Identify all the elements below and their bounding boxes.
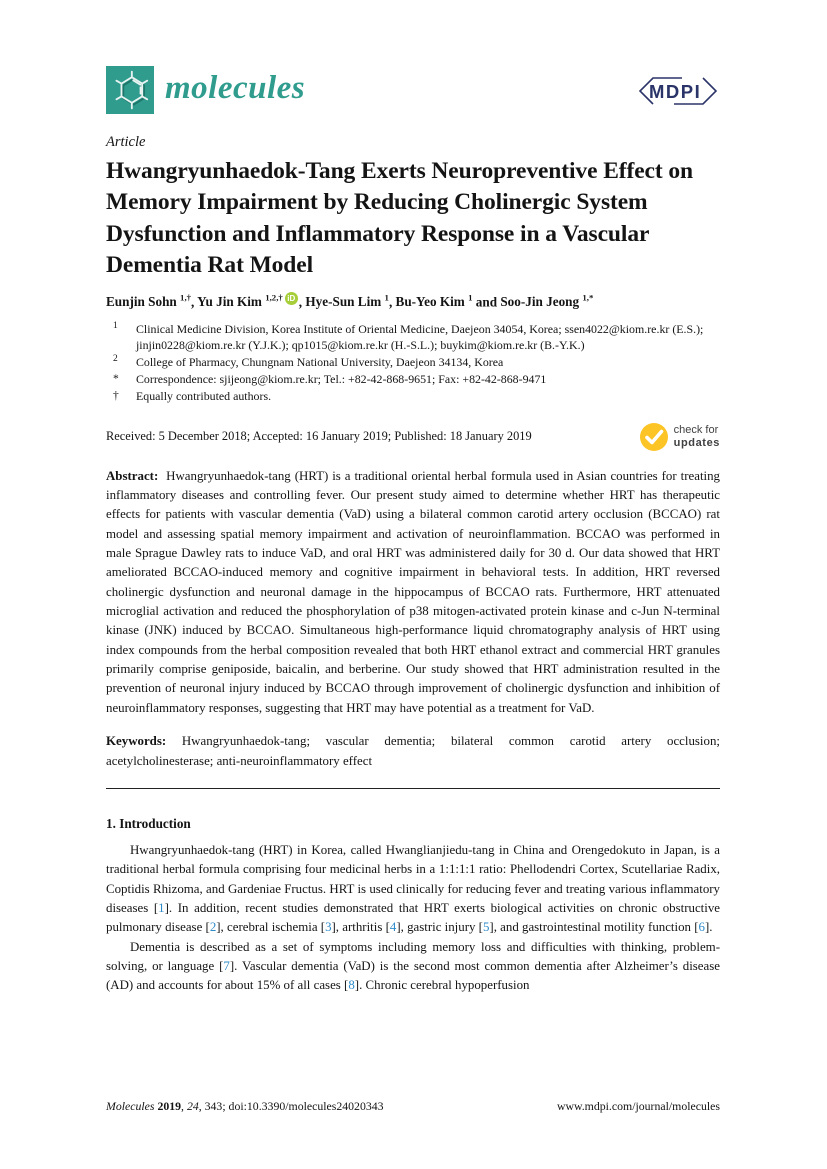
page-footer xyxy=(106,1099,720,1114)
citation-ref[interactable]: 3 xyxy=(325,920,332,935)
author-separator: , xyxy=(298,294,306,310)
page-content xyxy=(106,0,720,996)
correspondence-marker: * xyxy=(113,372,119,385)
footer-citation xyxy=(106,1099,384,1114)
check-icon xyxy=(639,422,669,452)
keywords xyxy=(106,732,720,771)
citation-ref[interactable]: 7 xyxy=(223,959,230,974)
badge-text xyxy=(674,424,720,449)
affiliations xyxy=(106,322,720,404)
affiliation-text: Clinical Medicine Division, Korea Institute of Oriental Medicine, Daejeon 34054, Korea; ssen4022@kiom.re.kr (E.S.); jinjin0228@kiom.re.kr (Y.J.K.); qp1015@kiom.re.kr (H.-S.L.); buykim@kiom.re.kr (B.-Y.K.) xyxy=(136,322,704,353)
citation-ref[interactable]: 6 xyxy=(698,920,705,935)
equal-contribution-text: Equally contributed authors. xyxy=(136,388,272,403)
affiliation-row xyxy=(106,355,720,371)
footer-sep: , xyxy=(181,1099,187,1113)
footer-url[interactable]: www.mdpi.com/journal/molecules xyxy=(556,1099,720,1113)
author: Eunjin Sohn $^{1,\dagger}$ xyxy=(106,293,192,310)
text-run: ]. Vascular dementia (VaD) is the second most common dementia after Alzheimer’s disease (AD) and accounts for about 15% of all cases [ xyxy=(106,959,720,993)
footer-year: 2019 xyxy=(157,1099,182,1113)
journal-name: molecules xyxy=(165,69,306,106)
text-run: ], arthritis [ xyxy=(331,920,390,935)
citation-ref[interactable]: 8 xyxy=(348,978,355,993)
check-for-updates-badge[interactable] xyxy=(639,422,720,452)
citation-ref[interactable]: 4 xyxy=(389,920,397,935)
citation-ref[interactable]: 1 xyxy=(158,901,165,915)
author-separator: , xyxy=(191,294,198,310)
equal-contribution-row xyxy=(106,389,720,405)
affiliation-marker: 2 xyxy=(113,354,118,365)
author-separator: , xyxy=(388,294,396,310)
text-run: ]. Chronic cerebral hypoperfusion xyxy=(354,978,530,993)
footer-doi[interactable]: , 343; doi:10.3390/molecules24020343 xyxy=(198,1099,384,1113)
text-run: ]. In addition, recent studies demonstrated that HRT exerts biological activities on chronic obstructive pulmonary disease [ xyxy=(106,901,720,935)
author: Soo-Jin Jeong $^{1,*}$ xyxy=(500,293,594,310)
correspondence-row xyxy=(106,372,720,388)
introduction-paragraph-2 xyxy=(106,938,720,996)
badge-line1: check for xyxy=(673,424,719,437)
dates-row xyxy=(106,422,720,452)
keywords-label: Keywords: xyxy=(106,734,167,749)
introduction-heading: 1. Introduction xyxy=(106,815,191,831)
author: Bu-Yeo Kim $^1$ xyxy=(395,293,473,310)
affiliation-row xyxy=(106,322,720,354)
mdpi-wordmark: MDPI xyxy=(649,81,702,102)
abstract xyxy=(106,467,720,719)
author: Hye-Sun Lim $^1$ xyxy=(305,293,389,310)
mdpi-logo[interactable] xyxy=(636,76,720,111)
molecules-logo-icon xyxy=(106,66,154,114)
equal-contribution-marker: † xyxy=(113,389,119,402)
paper-title: Hwangryunhaedok-Tang Exerts Neuropreventive Effect on Memory Impairment by Reducing Cholinergic System Dysfunction and Inflammatory Response in a Vascular Dementia Rat Model xyxy=(106,158,693,278)
affiliation-marker: 1 xyxy=(113,321,118,332)
author: Yu Jin Kim $^{1,2,\dagger}$ xyxy=(197,293,283,310)
page-header xyxy=(106,0,720,114)
abstract-text: Hwangryunhaedok-tang (HRT) is a traditional oriental herbal formula used in Asian countries for treating inflammatory diseases and controlling fever. Our present study aimed to determine whether HRT has therapeutic effects for patients with vascular dementia (VaD) using a bilateral common carotid artery occlusion (BCCAO) rat model and assessing spatial memory impairment and activation of neuroinflammation. BCCAO was performed in male Sprague Dawley rats to induce VaD, and oral HRT was administered daily for 30 d. Our data showed that HRT ameliorated BCCAO-induced memory and cognitive impairment in behavioral tests. In addition, HRT reversed cholinergic dysfunction and neuronal damage in the hippocampus of BCCAO rats. Furthermore, HRT attenuated microglial activation and reduced the phosphorylation of p38 mitogen-activated protein kinase and c-Jun N-terminal kinase (JNK) induced by BCCAO. Simultaneous high-performance liquid chromatography analysis of HRT using index compounds from the herbal composition revealed that both HRT ethanol extract and commercial HRT granules primarily comprise geniposide, baicalin, and berberine. Our study showed that HRT administration resulted in the prevention of neuronal injury induced by BCCAO through improvement of cholinergic dysfunction and inhibition of neuroinflammatory responses, suggesting that HRT may have potential as a treatment for VaD. xyxy=(106,468,720,715)
text-run: Dementia is described as a set of symptoms including memory loss and difficulties with thinking, problem-solving, or language [ xyxy=(106,939,720,974)
keywords-text: Hwangryunhaedok-tang; vascular dementia; bilateral common carotid artery occlusion; acetylcholinesterase; anti-neuroinflammatory effect xyxy=(106,734,720,768)
orcid-icon[interactable]: iD xyxy=(285,292,298,305)
text-run: ], cerebral ischemia [ xyxy=(216,920,326,935)
dates-line: Received: 5 December 2018; Accepted: 16 January 2019; Published: 18 January 2019 xyxy=(106,429,532,444)
text-run: ], gastric injury [ xyxy=(396,920,483,935)
citation-ref[interactable]: 5 xyxy=(482,920,490,935)
badge-line2: updates xyxy=(673,436,720,449)
section-divider xyxy=(106,788,720,789)
article-type-label: Article xyxy=(106,134,146,150)
text-run: ]. xyxy=(704,920,713,935)
author-line xyxy=(106,292,720,310)
text-run: ], and gastrointestinal motility function [ xyxy=(489,920,699,935)
correspondence-text: Correspondence: sjijeong@kiom.re.kr; Tel.: +82-42-868-9651; Fax: +82-42-868-9471 xyxy=(136,371,547,386)
introduction-paragraph-1 xyxy=(106,841,720,938)
abstract-label: Abstract: xyxy=(106,468,159,483)
footer-journal: Molecules xyxy=(106,1099,158,1113)
text-run: Hwangryunhaedok-tang (HRT) in Korea, called Hwanglianjiedu-tang in China and Orengedokuto in Japan, is a traditional herbal formula comprising four medicinal herbs in a 1:1:1:1 ratio: Phellodendri Cortex, Scutellariae Radix, Coptidis Rhizoma, and Gardeniae Fructus. HRT is used clinically for reducing fever and treating various inflammatory diseases [ xyxy=(106,842,720,915)
footer-volume: 24 xyxy=(186,1099,199,1113)
molecule-hexagon-icon xyxy=(108,68,152,112)
affiliation-text: College of Pharmacy, Chungnam National University, Daejeon 34134, Korea xyxy=(136,355,504,370)
author-separator: and xyxy=(472,294,501,310)
citation-ref[interactable]: 2 xyxy=(209,920,217,935)
journal-brand xyxy=(106,66,305,114)
